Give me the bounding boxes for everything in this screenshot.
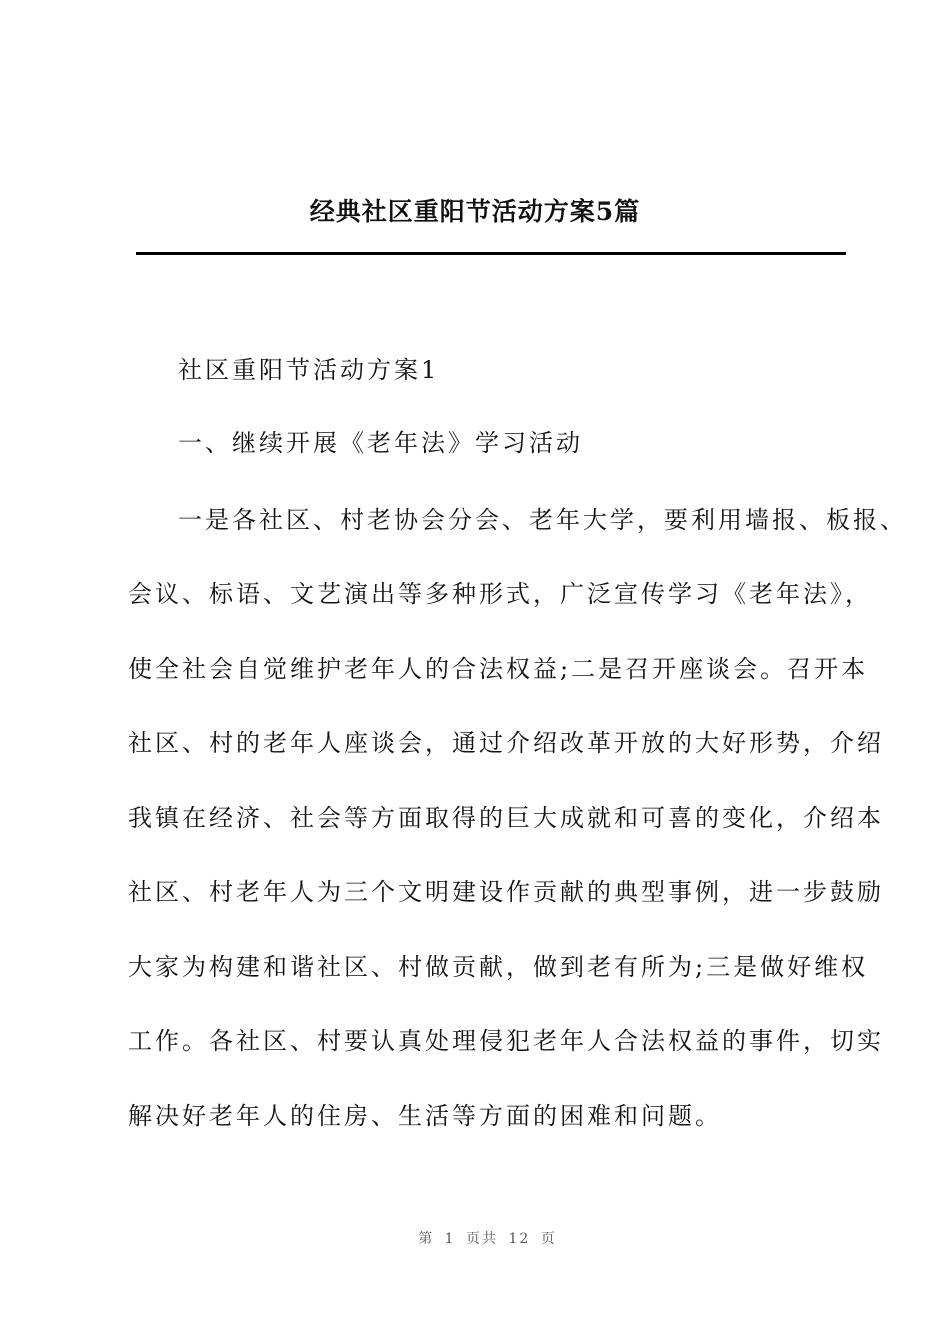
paragraph-line: 会议、标语、文艺演出等多种形式，广泛宣传学习《老年法》， — [128, 580, 872, 608]
paragraph-line: 一是各社区、村老协会分会、老年大学，要利用墙报、板报、 — [178, 506, 907, 534]
paragraph-line: 大家为构建和谐社区、村做贡献，做到老有所为;三是做好维权 — [128, 953, 869, 981]
paragraph-line: 社区、村老年人为三个文明建设作贡献的典型事例，进一步鼓励 — [128, 878, 884, 906]
paragraph-line: 我镇在经济、社会等方面取得的巨大成就和可喜的变化，介绍本 — [128, 804, 884, 832]
title-divider — [136, 252, 846, 255]
page-number-footer: 第 1 页共 12 页 — [418, 1231, 557, 1247]
section-heading: 社区重阳节活动方案1 — [178, 356, 440, 384]
document-title: 经典社区重阳节活动方案5篇 — [309, 197, 641, 226]
paragraph-line: 使全社会自觉维护老年人的合法权益;二是召开座谈会。召开本 — [128, 655, 869, 683]
subheading: 一、继续开展《老年法》学习活动 — [178, 429, 583, 457]
paragraph-line: 社区、村的老年人座谈会，通过介绍改革开放的大好形势，介绍 — [128, 729, 884, 757]
paragraph-line: 解决好老年人的住房、生活等方面的困难和问题。 — [128, 1102, 722, 1130]
paragraph-line: 工作。各社区、村要认真处理侵犯老年人合法权益的事件，切实 — [128, 1027, 884, 1055]
